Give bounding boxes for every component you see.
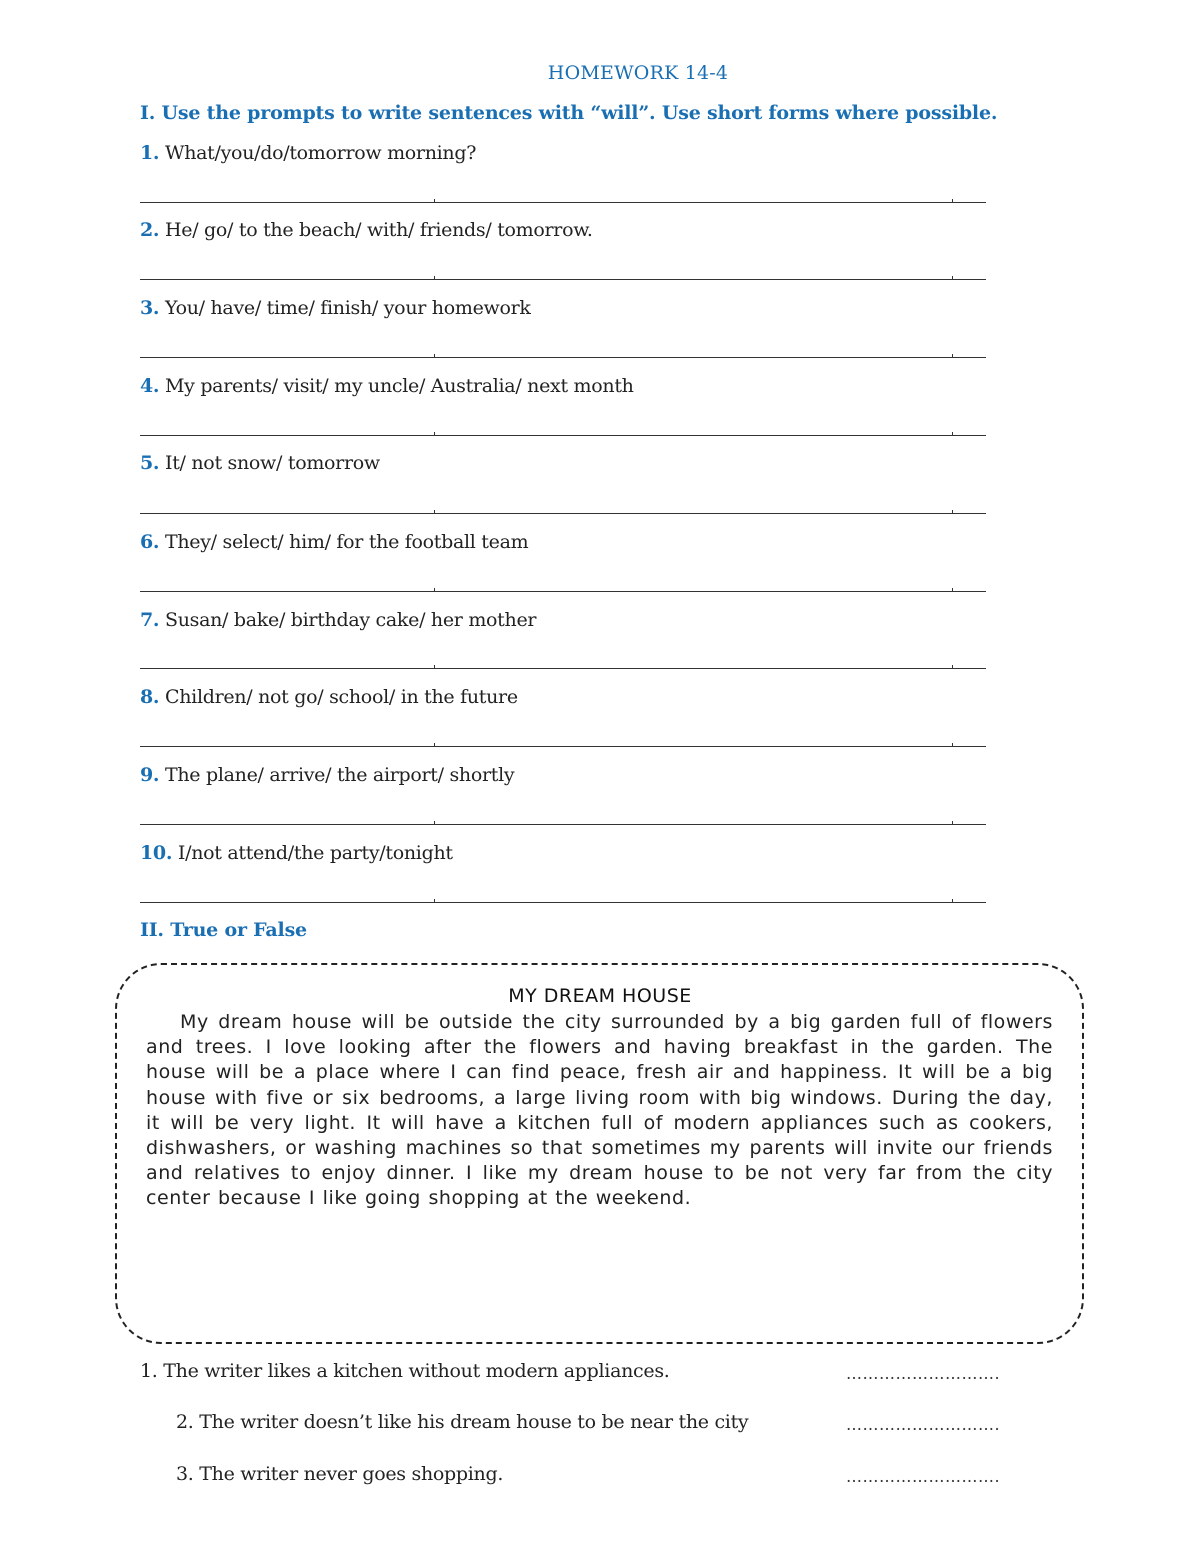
true-false-statement-3: 3. The writer never goes shopping.: [176, 1463, 504, 1485]
prompt-text: It/ not snow/ tomorrow: [159, 452, 380, 474]
prompt-text: Susan/ bake/ birthday cake/ her mother: [159, 609, 537, 631]
prompt-text: They/ select/ him/ for the football team: [159, 531, 529, 553]
prompt-number: 10.: [140, 842, 173, 864]
prompt-4: [140, 375, 634, 397]
answer-blank-3[interactable]: ……………………….: [846, 1467, 1001, 1486]
prompt-8: [140, 686, 518, 708]
answer-line-10[interactable]: [140, 902, 986, 903]
answer-line-8[interactable]: [140, 746, 986, 747]
reading-title: MY DREAM HOUSE: [508, 985, 692, 1007]
answer-line-6[interactable]: [140, 591, 986, 592]
prompt-6: [140, 531, 528, 553]
section-1-heading: I. Use the prompts to write sentences with “will”. Use short forms where possible.: [140, 102, 998, 124]
prompt-text: You/ have/ time/ finish/ your homework: [159, 297, 531, 319]
prompt-number: 1.: [140, 142, 160, 164]
answer-line-7[interactable]: [140, 668, 986, 669]
prompt-10: [140, 842, 453, 864]
prompt-number: 7.: [140, 609, 160, 631]
prompt-number: 5.: [140, 452, 160, 474]
answer-line-5[interactable]: [140, 513, 986, 514]
prompt-text: Children/ not go/ school/ in the future: [159, 686, 518, 708]
answer-line-2[interactable]: [140, 279, 986, 280]
prompt-text: My parents/ visit/ my uncle/ Australia/ next month: [159, 375, 634, 397]
prompt-number: 2.: [140, 219, 160, 241]
answer-line-9[interactable]: [140, 824, 986, 825]
prompt-number: 3.: [140, 297, 160, 319]
prompt-2: [140, 219, 593, 241]
section-2-heading: II. True or False: [140, 919, 307, 941]
prompt-number: 4.: [140, 375, 160, 397]
worksheet-title: HOMEWORK 14-4: [547, 62, 729, 84]
prompt-text: I/not attend/the party/tonight: [172, 842, 453, 864]
prompt-7: [140, 609, 536, 631]
prompt-number: 8.: [140, 686, 160, 708]
prompt-text: The plane/ arrive/ the airport/ shortly: [159, 764, 515, 786]
prompt-3: [140, 297, 531, 319]
prompt-number: 9.: [140, 764, 160, 786]
prompt-9: [140, 764, 514, 786]
true-false-statement-2: 2. The writer doesn’t like his dream house to be near the city: [176, 1411, 749, 1433]
reading-passage: My dream house will be outside the city surrounded by a big garden full of flowers and trees. I love looking after the flowers and having breakfast in the garden. The house will be a place where I can find peace, fresh air and happiness. It will be a big house with five or six bedrooms, a large living room with big windows. During the day, it will be very light. It will have a kitchen full of modern appliances such as cookers, dishwashers, or washing machines so that sometimes my parents will invite our friends and relatives to enjoy dinner. I like my dream house to be not very far from the city center because I like going shopping at the weekend.: [146, 1011, 1053, 1210]
prompt-text: What/you/do/tomorrow morning?: [159, 142, 477, 164]
answer-line-3[interactable]: [140, 357, 986, 358]
prompt-text: He/ go/ to the beach/ with/ friends/ tomorrow.: [159, 219, 593, 241]
answer-line-1[interactable]: [140, 202, 986, 203]
prompt-number: 6.: [140, 531, 160, 553]
prompt-1: [140, 142, 476, 164]
answer-blank-1[interactable]: ……………………….: [846, 1364, 1001, 1383]
answer-blank-2[interactable]: ……………………….: [846, 1415, 1001, 1434]
answer-line-4[interactable]: [140, 435, 986, 436]
prompt-5: [140, 452, 380, 474]
true-false-statement-1: 1. The writer likes a kitchen without modern appliances.: [140, 1360, 670, 1382]
